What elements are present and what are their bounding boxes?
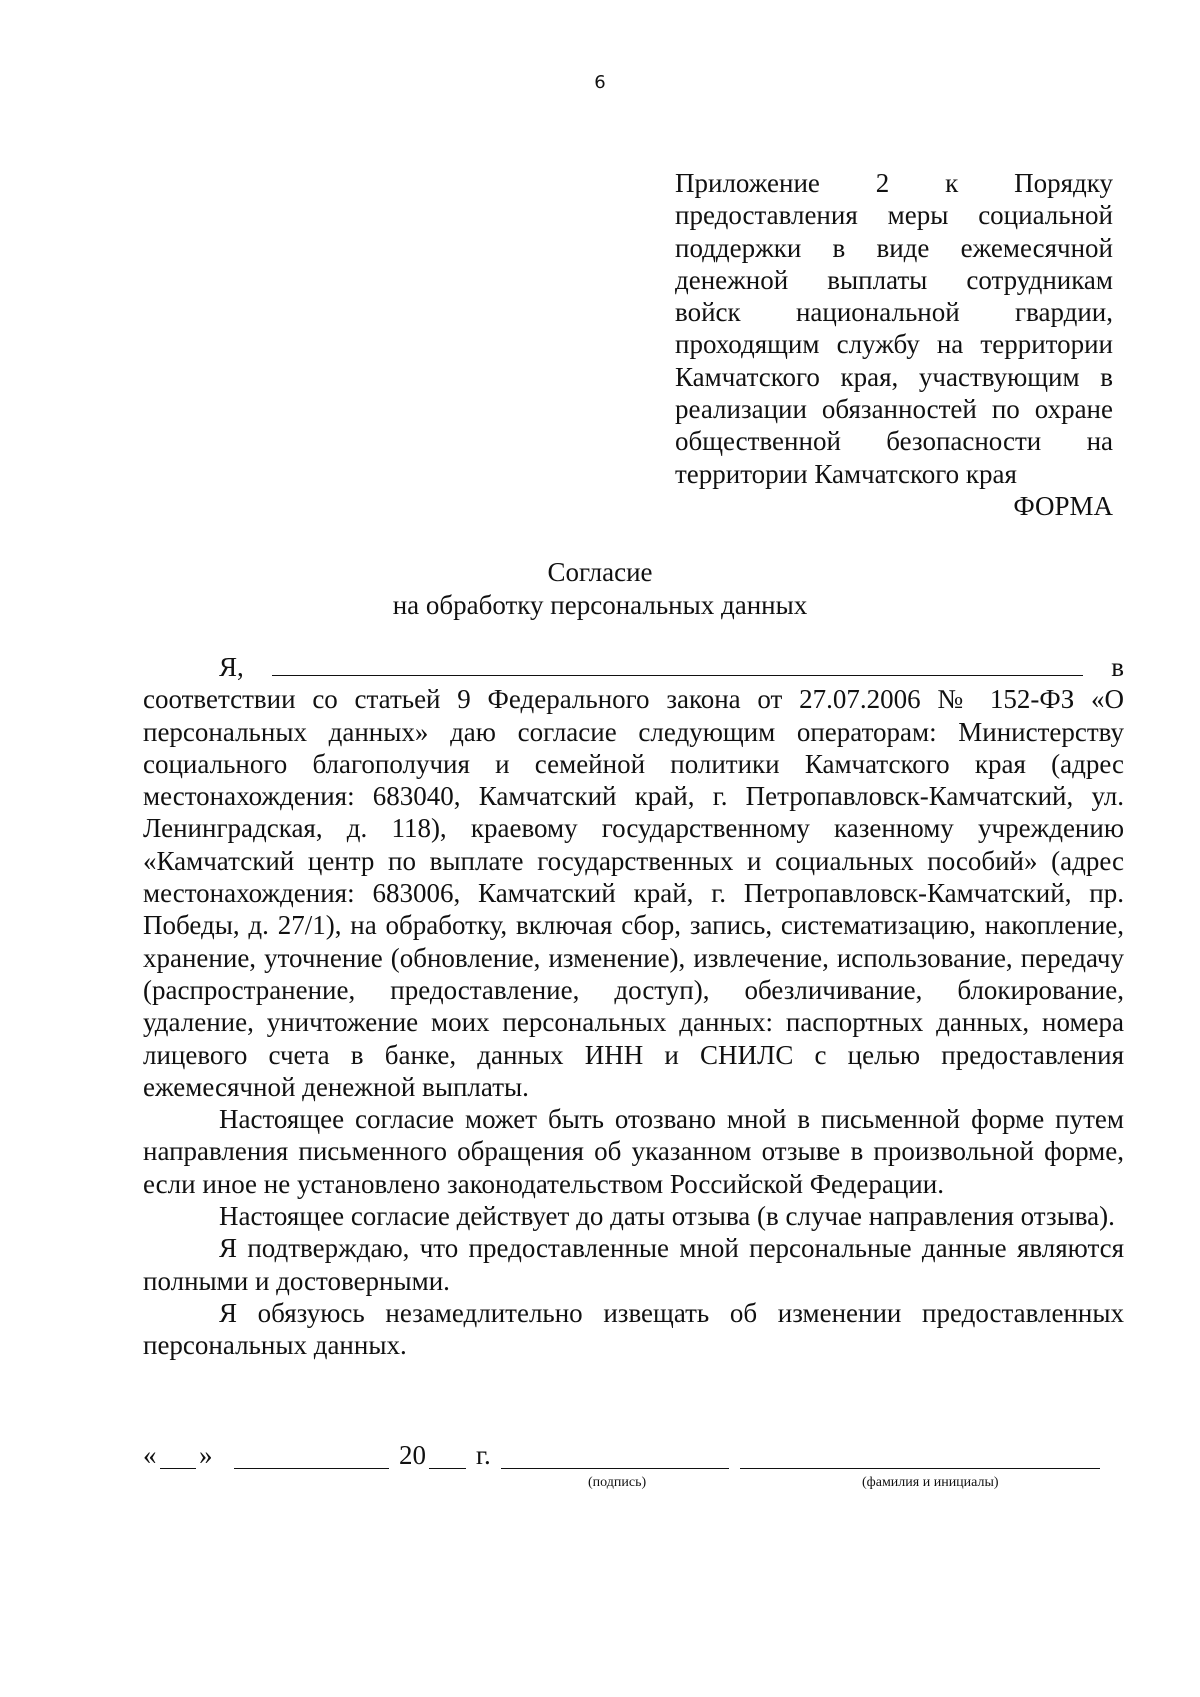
signature-caption: (подпись) [588, 1475, 647, 1490]
date-close-quote: » [199, 1440, 213, 1470]
paragraph-revocation: Настоящее согласие может быть отозвано мной в письменной форме путем направления письменного обращения об указанном отзыве в произвольной форме, если иное не установлено законодательством Российской Федерации. [143, 1104, 1124, 1199]
appendix-line: поддержки в виде ежемесячной [675, 232, 1113, 263]
month-field[interactable] [234, 1440, 389, 1469]
paragraph-confirmation: Я подтверждаю, что предоставленные мной персональные данные являются полными и достоверными. [143, 1233, 1124, 1296]
year-suffix: г. [476, 1440, 491, 1470]
signature-row [143, 1440, 1124, 1480]
name-caption: (фамилия и инициалы) [862, 1475, 999, 1490]
appendix-line: предоставления меры социальной [675, 200, 1113, 231]
appendix-line: территории Камчатского края [675, 458, 1017, 489]
appendix-line: Приложение 2 к Порядку [675, 168, 1113, 198]
appendix-line: Камчатского края, участвующим в [675, 361, 1113, 392]
signature-field[interactable] [501, 1440, 729, 1469]
year-prefix: 20 [399, 1440, 426, 1470]
ya-suffix: в [1111, 652, 1124, 682]
year-field[interactable] [429, 1440, 466, 1469]
appendix-line: денежной выплаты сотрудникам [675, 264, 1113, 295]
full-name-field[interactable] [272, 653, 1083, 676]
ya-prefix: Я, [219, 652, 244, 682]
appendix-line: общественной безопасности на [675, 426, 1113, 457]
paragraph-obligation: Я обязуюсь незамедлительно извещать об изменении предоставленных персональных данных. [143, 1297, 1124, 1361]
day-field[interactable] [160, 1440, 196, 1469]
form-label: ФОРМА [1013, 491, 1113, 521]
document-body [143, 651, 1124, 1362]
name-initials-field[interactable] [740, 1440, 1100, 1469]
date-open-quote: « [143, 1440, 157, 1470]
appendix-line: реализации обязанностей по охране [675, 394, 1113, 425]
document-title: Согласие [547, 557, 653, 587]
name-entry-line [143, 651, 1124, 683]
appendix-line: проходящим службу на территории [675, 329, 1113, 360]
appendix-header [675, 167, 1113, 490]
appendix-line: войск национальной гвардии, [675, 297, 1113, 328]
document-subtitle: на обработку персональных данных [392, 590, 808, 620]
paragraph-consent: соответствии со статьей 9 Федерального закона от 27.07.2006 № 152-ФЗ «О персональных данных» даю согласие следующим операторам: Министерству социального благополучия и семейной политики Камчатского края (адрес местонахождения: 683040, Камчатский край, г. Петропавловск-Камчатский, ул. Ленинградская, д. 118), краевому государственному казенному учреждению «Камчатский центр по выплате государственных и социальных пособий» (адрес местонахождения: 683006, Камчатский край, г. Петропавловск-Камчатский, пр. Победы, д. 27/1), на обработку, включая сбор, запись, систематизацию, накопление, хранение, уточнение (обновление, изменение), извлечение, использование, передачу (распространение, предоставление, доступ), обезличивание, блокирование, удаление, уничтожение моих персональных данных: паспортных данных, номера лицевого счета в банке, данных ИНН и СНИЛС с целью предоставления ежемесячной денежной выплаты. [143, 684, 1124, 1102]
paragraph-validity: Настоящее согласие действует до даты отзыва (в случае направления отзыва). [219, 1201, 1115, 1232]
page-number: 6 [594, 72, 606, 93]
